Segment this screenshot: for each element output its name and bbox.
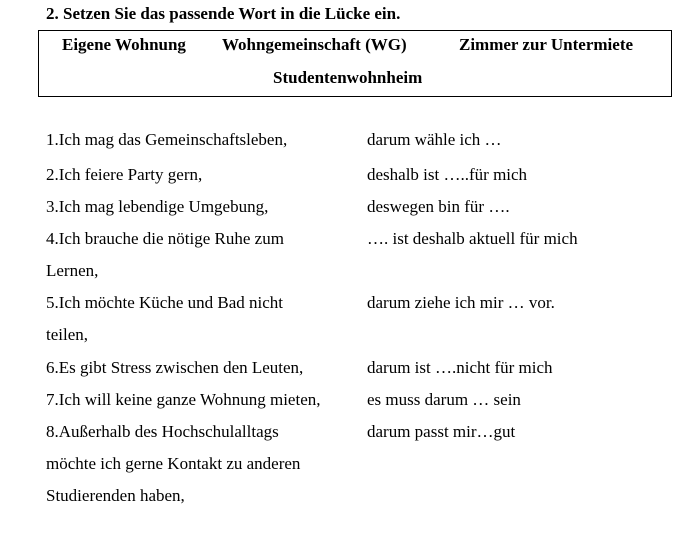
word-box [38,30,672,97]
sentence-3-clause: deswegen bin für …. [367,197,510,216]
sentence-4-clause: …. ist deshalb aktuell für mich [367,229,578,248]
sentence-8-text: 8.Außerhalb des Hochschulalltags [46,422,279,441]
sentence-1-text: 1.Ich mag das Gemeinschaftsleben, [46,130,288,149]
word-option-eigene-wohnung: Eigene Wohnung [62,35,186,54]
sentence-6-text: 6.Es gibt Stress zwischen den Leuten, [46,358,304,377]
exercise-heading: 2. Setzen Sie das passende Wort in die Lücke ein. [46,4,401,23]
sentence-4-text: 4.Ich brauche die nötige Ruhe zum [46,229,284,248]
sentence-8-text-cont-2: Studierenden haben, [46,486,185,505]
sentence-5-clause: darum ziehe ich mir … vor. [367,293,555,312]
sentence-5-text-cont: teilen, [46,325,89,344]
sentence-8-clause: darum passt mir…gut [367,422,516,441]
sentence-1-clause: darum wähle ich … [367,130,502,149]
sentence-2-text: 2.Ich feiere Party gern, [46,165,203,184]
sentence-7-text: 7.Ich will keine ganze Wohnung mieten, [46,390,321,409]
sentence-5-text: 5.Ich möchte Küche und Bad nicht [46,293,283,312]
sentence-8-text-cont-1: möchte ich gerne Kontakt zu anderen [46,454,301,473]
word-option-wg: Wohngemeinschaft (WG) [222,35,407,54]
sentence-3-text: 3.Ich mag lebendige Umgebung, [46,197,269,216]
sentence-6-clause: darum ist ….nicht für mich [367,358,553,377]
sentence-4-text-cont: Lernen, [46,261,99,280]
sentence-2-clause: deshalb ist …..für mich [367,165,528,184]
word-option-untermiete: Zimmer zur Untermiete [459,35,634,54]
word-option-studentenwohnheim: Studentenwohnheim [273,68,423,87]
sentence-7-clause: es muss darum … sein [367,390,521,409]
